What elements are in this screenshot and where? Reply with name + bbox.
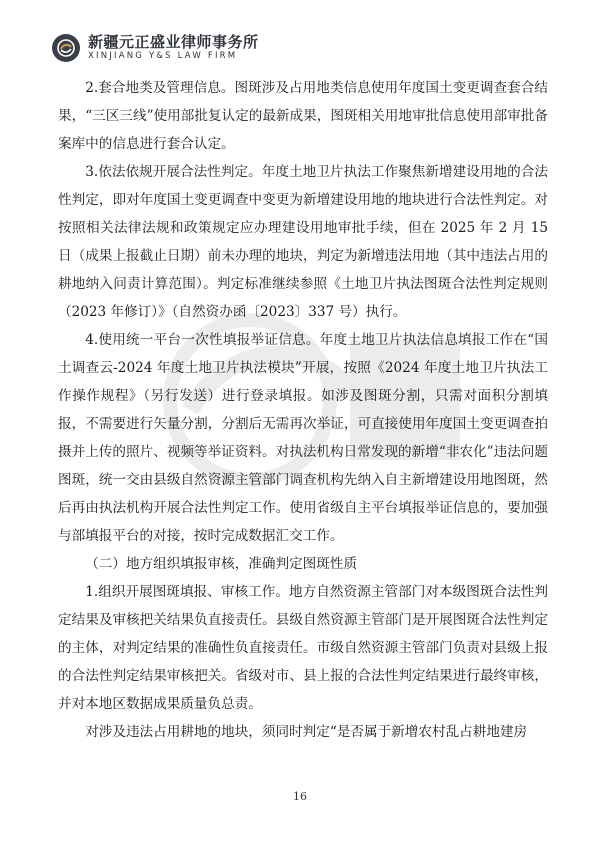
paragraph-unified-platform: 4.使用统一平台一次性填报举证信息。年度土地卫片执法信息填报工作在“国土调查云-2024 年度土地卫片执法模块”开展，按照《2024 年度土地卫片执法工作操作规程》（另行发送）进行登录填报。如涉及图斑分割，只需对面积分割填报，不需要进行矢量分割，分割后无需再次举证，可直接使用年度国土变更调查拍摄并上传的照片、视频等举证资料。对执法机构日常发现的新增“非农化”违法问题图斑，统一交由县级自然资源主管部门调查机构先纳入自主新增建设用地图斑，然后再由执法机构开展合法性判定工作。使用省级自主平台填报举证信息的，要加强与部填报平台的对接，按时完成数据汇交工作。 xyxy=(58,332,548,544)
paragraph-legality-judgement: 3.依法依规开展合法性判定。年度土地卫片执法工作聚焦新增建设用地的合法性判定，即对年度国土变更调查中变更为新增建设用地的地块进行合法性判定。对按照相关法律法规和政策规定应办理建设用地审批手续，但在 2025 年 2 月 15 日（成果上报截止日期）前未办理的地块，判定为新增违法用地（其中违法占用的耕地纳入问责计算范围）。判定标准继续参照《土地卫片执法图斑合法性判定规则（2023 年修订）》（自然资办函〔2023〕337 号）执行。 xyxy=(58,164,548,320)
section-heading: （二）地方组织填报审核，准确判定图斑性质 xyxy=(85,556,358,572)
firm-name-cn: 新疆元正盛业律师事务所 xyxy=(88,33,259,51)
firm-logo-icon xyxy=(52,34,80,62)
paragraph-overlay-info: 2.套合地类及管理信息。图斑涉及占用地类信息使用年度国土变更调查套合结果，“三区三线”使用部批复认定的最新成果，图斑相关用地审批信息使用部审批备案库中的信息进行套合认定。 xyxy=(58,80,548,152)
letterhead xyxy=(52,34,259,62)
document-body xyxy=(58,74,548,746)
firm-name-en: XINJIANG Y&S LAW FIRM xyxy=(88,51,238,61)
paragraph-review-work: 1.组织开展图斑填报、审核工作。地方自然资源主管部门对本级图斑合法性判定结果及审核把关结果负直接责任。县级自然资源主管部门是开展图斑合法性判定的主体，对判定结果的准确性负直接责任。市级自然资源主管部门负责对县级上报的合法性判定结果审核把关。省级对市、县上报的合法性判定结果进行最终审核，并对本地区数据成果质量负总责。 xyxy=(58,584,548,712)
page-number: 16 xyxy=(293,790,307,803)
paragraph-farmland: 对涉及违法占用耕地的地块，须同时判定“是否属于新增农村乱占耕地建房 xyxy=(85,724,528,740)
